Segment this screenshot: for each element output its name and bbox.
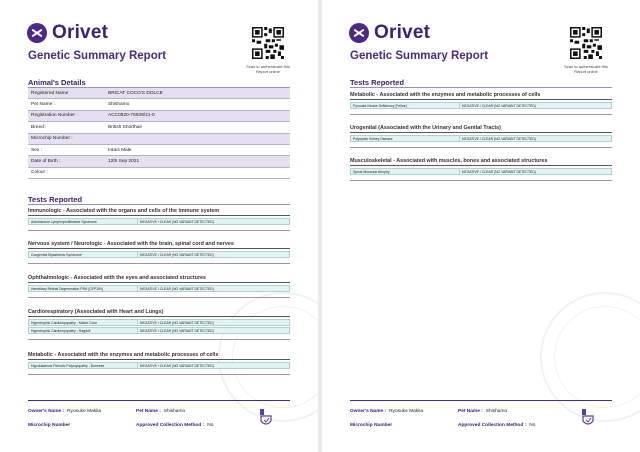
qr-code-icon[interactable] [252,27,284,59]
test-group-cardiorespiratory: Cardiorespiratory (Associated with Heart and Lungs) Hypertrophic Cardiomyopathy - Maine Coon NEGATIVE / CLEAR (NO VARIANT DETECTED) Hypertrophic Cardiomyopathy - Ragdoll NEGATIVE / CLEAR (NO VARIANT DETECTED) [28,309,290,340]
detail-row: Pet Name : Shishamo [28,99,290,110]
footer-pet-name: Pet Name : Shishamo [136,409,186,414]
detail-row: Registered Name BRICAT COCO'S DOLCE [28,88,290,99]
test-row: Autoimmune Lymphoproliferative Syndrome NEGATIVE / CLEAR (NO VARIANT DETECTED) [28,218,290,225]
footer-divider [350,400,612,401]
test-group-musculoskeletal: Musculoskeletal - Associated with muscles, bones and associated structures Spinal Muscular Atrophy NEGATIVE / CLEAR (NO VARIANT DETECTED) [350,158,612,181]
tests-reported-heading: Tests Reported [28,195,83,204]
watermark-seal [540,292,640,422]
qr-code-icon[interactable] [570,27,602,59]
tests-reported-heading: Tests Reported [350,78,405,87]
owner-name: Owner's Name : Ryosuke Makita [350,409,424,414]
collection-method: Approved Collection Method : No [136,423,214,428]
brand-logo [27,22,108,44]
brand-name: Orivet [374,22,431,43]
detail-row: Microchip Number : [28,134,290,145]
test-row: Hypertrophic Cardiomyopathy - Maine Coon NEGATIVE / CLEAR (NO VARIANT DETECTED) [28,319,290,326]
test-group-metabolic: Metabolic - Associated with the enzymes and metabolic processes of cells Pyruvate Kinase Deficiency (Feline) NEGATIVE / CLEAR (NO VARIANT DETECTED) [350,92,612,115]
detail-row: Date of Birth : 12th Sep 2021 [28,156,290,167]
test-group-neurologic: Nervous system / Neurologic - Associated with the brain, spinal cord and nerves Congenital Myasthenic Syndrome NEGATIVE / CLEAR (NO VARIANT DETECTED) [28,241,290,264]
collection-method: Approved Collection Method : No [458,423,536,428]
report-title: Genetic Summary Report [28,50,167,62]
test-group-ophthalmologic: Ophthalmologic - Associated with the eyes and associated structures Hereditary Retinal Degeneration PRA (CEP290) NEGATIVE / CLEAR (NO VARIANT DETECTED) [28,275,290,298]
qr-caption: Scan to authenticate this Report online [246,64,290,74]
test-row: Polycystic Kidney Disease NEGATIVE / CLEAR (NO VARIANT DETECTED) [350,135,612,142]
section-divider [28,204,290,205]
owner-name: Owner's Name : Ryosuke Makita [28,409,102,414]
orivet-logo-icon [349,23,369,43]
detail-row: Registration Number : ACC0820-75939/21-0 [28,111,290,122]
test-row: Hereditary Retinal Degeneration PRA (CEP290) NEGATIVE / CLEAR (NO VARIANT DETECTED) [28,285,290,292]
test-row: Spinal Muscular Atrophy NEGATIVE / CLEAR (NO VARIANT DETECTED) [350,168,612,175]
test-row: Hypertrophic Cardiomyopathy - Ragdoll NEGATIVE / CLEAR (NO VARIANT DETECTED) [28,327,290,334]
certification-badge-icon [580,408,596,428]
report-title: Genetic Summary Report [350,50,489,62]
test-group-metabolic: Metabolic - Associated with the enzymes and metabolic processes of cells Hypokalaemic Periodic Polymyopathy - Burmese NEGATIVE / CLEAR (NO VARIANT DETECTED) [28,352,290,375]
test-row: Pyruvate Kinase Deficiency (Feline) NEGATIVE / CLEAR (NO VARIANT DETECTED) [350,102,612,109]
section-divider [350,87,612,88]
report-page-1 [0,0,318,452]
animal-details-heading: Animal's Details [28,78,86,87]
test-group-urogenital: Urogenital (Associated with the Urinary and Genital Tracts) Polycystic Kidney Disease NEGATIVE / CLEAR (NO VARIANT DETECTED) [350,125,612,148]
test-row: Hypokalaemic Periodic Polymyopathy - Burmese NEGATIVE / CLEAR (NO VARIANT DETECTED) [28,362,290,369]
animal-details-table [28,88,290,179]
test-row: Congenital Myasthenic Syndrome NEGATIVE / CLEAR (NO VARIANT DETECTED) [28,251,290,258]
footer-pet-name: Pet Name : Shishamo [458,409,508,414]
report-page-2 [322,0,640,452]
detail-row: Sex : Intact Male [28,145,290,156]
detail-row: Breed : British Shorthair [28,122,290,133]
qr-caption: Scan to authenticate this Report online [564,64,608,74]
brand-logo [349,22,430,44]
brand-name: Orivet [52,22,109,43]
certification-badge-icon [258,408,274,428]
footer-microchip: Microchip Number [350,423,393,428]
orivet-logo-icon [27,23,47,43]
test-group-immunologic: Immunologic - Associated with the organs and cells of the immune system Autoimmune Lymphoproliferative Syndrome NEGATIVE / CLEAR (NO VARIANT DETECTED) [28,208,290,231]
footer-microchip: Microchip Number [28,423,71,428]
footer-divider [28,400,290,401]
detail-row: Colour : [28,168,290,179]
